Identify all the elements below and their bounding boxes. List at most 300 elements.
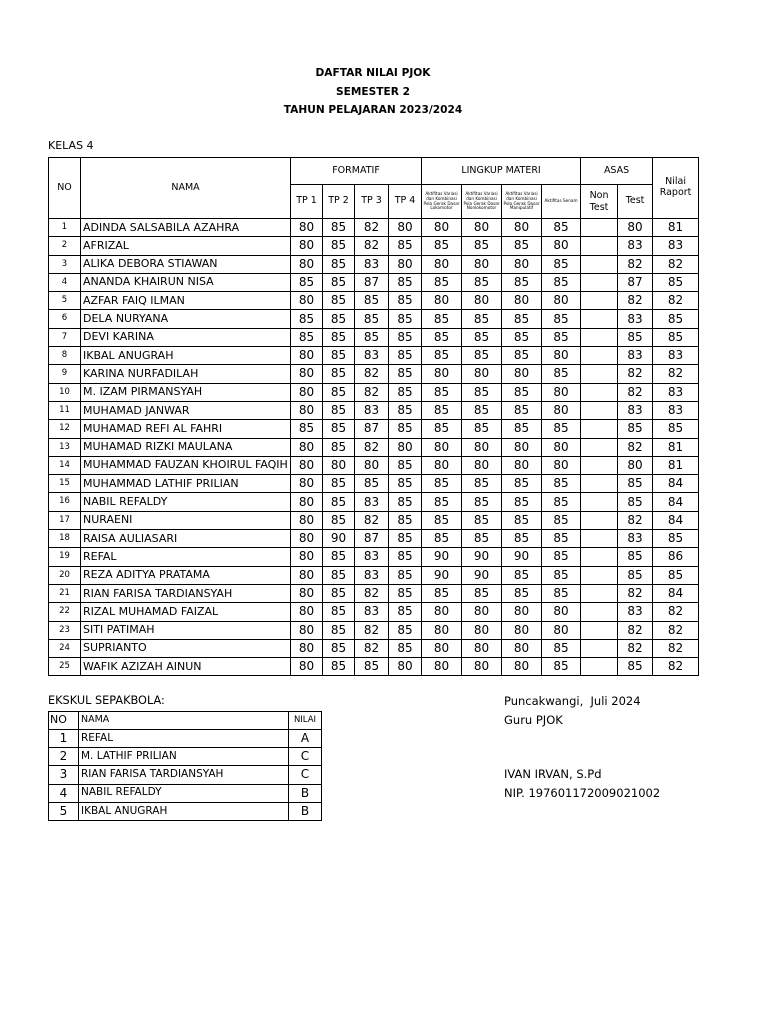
cell-non-test [581, 219, 618, 237]
cell-nama: MUHAMMAD LATHIF PRILIAN [81, 475, 291, 493]
cell-nama: M. IZAM PIRMANSYAH [81, 383, 291, 401]
cell-lingkup-4: 80 [542, 237, 581, 255]
cell-tp-3: 85 [355, 310, 389, 328]
cell-lingkup-2: 80 [462, 621, 502, 639]
cell-nilai-raport: 84 [653, 493, 699, 511]
cell-tp-1: 85 [291, 310, 323, 328]
cell-nilai-raport: 84 [653, 475, 699, 493]
header-lingkup-senam: Aktifitas Senam [544, 198, 578, 204]
cell-non-test [581, 493, 618, 511]
cell-tp-4: 80 [389, 438, 422, 456]
cell-tp-3: 82 [355, 237, 389, 255]
header-lingkup-manipulatif: Aktifitas Variasi dan Kombinasi Pola Gerak Dasar Manipulatif [503, 190, 540, 211]
signature-name: IVAN IRVAN, S.Pd [504, 767, 602, 781]
cell-non-test [581, 548, 618, 566]
cell-lingkup-4: 85 [542, 219, 581, 237]
semester-label: SEMESTER 2 [336, 85, 410, 98]
cell-no: 4 [49, 273, 81, 291]
ekskul-row [49, 784, 322, 802]
cell-non-test [581, 438, 618, 456]
cell-non-test [581, 383, 618, 401]
cell-tp-2: 85 [323, 603, 355, 621]
cell-tp-2: 85 [323, 328, 355, 346]
cell-tp-4: 80 [389, 219, 422, 237]
student-row [49, 401, 699, 419]
cell-tp-1: 80 [291, 219, 323, 237]
cell-no: 10 [49, 383, 81, 401]
header-lingkup-cell-1 [422, 185, 462, 219]
cell-lingkup-3: 85 [502, 310, 542, 328]
cell-non-test [581, 310, 618, 328]
student-row [49, 328, 699, 346]
cell-nama: ALIKA DEBORA STIAWAN [81, 255, 291, 273]
cell-nama: AZFAR FAIQ ILMAN [81, 292, 291, 310]
cell-lingkup-3: 80 [502, 603, 542, 621]
cell-test: 83 [618, 603, 653, 621]
cell-lingkup-1: 80 [422, 438, 462, 456]
cell-tp-1: 80 [291, 603, 323, 621]
cell-nilai-raport: 85 [653, 566, 699, 584]
student-row [49, 603, 699, 621]
ekskul-header-row [49, 712, 322, 730]
grades-table [48, 157, 699, 676]
cell-tp-2: 85 [323, 493, 355, 511]
cell-no: 20 [49, 566, 81, 584]
cell-lingkup-3: 80 [502, 639, 542, 657]
ekskul-row [49, 730, 322, 748]
cell-lingkup-1: 80 [422, 292, 462, 310]
cell-tp-2: 85 [323, 310, 355, 328]
cell-nama: NURAENI [81, 511, 291, 529]
cell-nama: ANANDA KHAIRUN NISA [81, 273, 291, 291]
cell-lingkup-3: 80 [502, 365, 542, 383]
cell-tp-2: 85 [323, 383, 355, 401]
cell-lingkup-1: 85 [422, 475, 462, 493]
ekskul-table-body [49, 730, 322, 821]
cell-nama: DEVI KARINA [81, 328, 291, 346]
ekskul-cell-no: 1 [49, 730, 79, 748]
cell-tp-3: 85 [355, 328, 389, 346]
ekskul-title: EKSKUL SEPAKBOLA: [48, 694, 165, 707]
cell-nama: NABIL REFALDY [81, 493, 291, 511]
cell-tp-1: 80 [291, 347, 323, 365]
cell-no: 9 [49, 365, 81, 383]
cell-tp-4: 85 [389, 530, 422, 548]
cell-nama: KARINA NURFADILAH [81, 365, 291, 383]
header-lingkup-cell-3 [502, 185, 542, 219]
ekskul-header-nama: NAMA [79, 712, 289, 730]
ekskul-header-no: NO [49, 712, 79, 730]
ekskul-row [49, 748, 322, 766]
cell-tp-3: 80 [355, 456, 389, 474]
header-nilai-raport: Nilai Raport [653, 158, 699, 219]
cell-lingkup-4: 85 [542, 273, 581, 291]
student-row [49, 365, 699, 383]
cell-tp-1: 80 [291, 456, 323, 474]
signature-nip: NIP. 197601172009021002 [504, 786, 661, 800]
cell-lingkup-3: 85 [502, 566, 542, 584]
cell-no: 1 [49, 219, 81, 237]
cell-tp-3: 82 [355, 438, 389, 456]
cell-nama: SUPRIANTO [81, 639, 291, 657]
cell-nama: WAFIK AZIZAH AINUN [81, 658, 291, 676]
cell-lingkup-2: 85 [462, 347, 502, 365]
cell-lingkup-2: 80 [462, 639, 502, 657]
cell-tp-1: 80 [291, 621, 323, 639]
cell-tp-4: 85 [389, 420, 422, 438]
cell-tp-3: 82 [355, 365, 389, 383]
cell-tp-3: 83 [355, 548, 389, 566]
cell-lingkup-4: 85 [542, 255, 581, 273]
cell-tp-4: 85 [389, 566, 422, 584]
header-tp-1: TP 1 [291, 185, 323, 219]
grades-table-body [49, 219, 699, 676]
cell-tp-3: 85 [355, 658, 389, 676]
cell-lingkup-1: 80 [422, 456, 462, 474]
cell-tp-2: 85 [323, 292, 355, 310]
cell-lingkup-3: 85 [502, 401, 542, 419]
cell-test: 87 [618, 273, 653, 291]
cell-lingkup-2: 80 [462, 292, 502, 310]
cell-tp-3: 83 [355, 347, 389, 365]
cell-no: 16 [49, 493, 81, 511]
cell-lingkup-1: 80 [422, 365, 462, 383]
student-row [49, 237, 699, 255]
cell-non-test [581, 401, 618, 419]
cell-lingkup-4: 85 [542, 328, 581, 346]
header-no: NO [49, 158, 81, 219]
cell-lingkup-3: 85 [502, 328, 542, 346]
signature-role: Guru PJOK [504, 713, 563, 727]
cell-non-test [581, 420, 618, 438]
cell-lingkup-1: 90 [422, 548, 462, 566]
cell-nilai-raport: 85 [653, 420, 699, 438]
cell-no: 19 [49, 548, 81, 566]
cell-tp-2: 85 [323, 639, 355, 657]
cell-test: 85 [618, 475, 653, 493]
cell-tp-3: 82 [355, 639, 389, 657]
student-row [49, 511, 699, 529]
cell-lingkup-4: 80 [542, 292, 581, 310]
cell-lingkup-4: 85 [542, 566, 581, 584]
cell-tp-1: 80 [291, 658, 323, 676]
cell-tp-2: 85 [323, 347, 355, 365]
cell-lingkup-2: 80 [462, 438, 502, 456]
cell-lingkup-4: 85 [542, 310, 581, 328]
cell-tp-2: 80 [323, 456, 355, 474]
cell-tp-4: 85 [389, 328, 422, 346]
cell-nama: MUHAMAD REFI AL FAHRI [81, 420, 291, 438]
cell-lingkup-3: 80 [502, 255, 542, 273]
ekskul-cell-nama: IKBAL ANUGRAH [79, 802, 289, 820]
cell-lingkup-2: 85 [462, 328, 502, 346]
student-row [49, 475, 699, 493]
cell-tp-2: 85 [323, 511, 355, 529]
cell-tp-2: 85 [323, 401, 355, 419]
ekskul-cell-nilai: B [289, 802, 322, 820]
cell-tp-3: 82 [355, 621, 389, 639]
cell-tp-3: 87 [355, 420, 389, 438]
student-row [49, 273, 699, 291]
cell-lingkup-4: 85 [542, 511, 581, 529]
cell-lingkup-1: 85 [422, 310, 462, 328]
cell-tp-4: 85 [389, 310, 422, 328]
cell-lingkup-2: 85 [462, 584, 502, 602]
cell-tp-4: 85 [389, 584, 422, 602]
cell-tp-3: 87 [355, 530, 389, 548]
cell-non-test [581, 365, 618, 383]
cell-nama: RIAN FARISA TARDIANSYAH [81, 584, 291, 602]
student-row [49, 530, 699, 548]
cell-nilai-raport: 84 [653, 511, 699, 529]
cell-lingkup-1: 85 [422, 493, 462, 511]
cell-no: 8 [49, 347, 81, 365]
cell-nilai-raport: 83 [653, 237, 699, 255]
ekskul-table-header [49, 712, 322, 730]
cell-lingkup-2: 85 [462, 273, 502, 291]
cell-tp-4: 85 [389, 365, 422, 383]
cell-non-test [581, 566, 618, 584]
cell-lingkup-1: 80 [422, 603, 462, 621]
cell-nama: IKBAL ANUGRAH [81, 347, 291, 365]
cell-tp-4: 85 [389, 401, 422, 419]
student-row [49, 310, 699, 328]
cell-test: 83 [618, 401, 653, 419]
student-row [49, 438, 699, 456]
header-lingkup-lokomotor: Aktifitas Variasi dan Kombinasi Pola Gerak Dasar Lokomotor [423, 190, 460, 211]
cell-non-test [581, 658, 618, 676]
cell-lingkup-2: 85 [462, 493, 502, 511]
cell-tp-4: 80 [389, 255, 422, 273]
cell-tp-3: 83 [355, 401, 389, 419]
student-row [49, 255, 699, 273]
cell-lingkup-3: 80 [502, 292, 542, 310]
cell-lingkup-1: 90 [422, 566, 462, 584]
cell-test: 85 [618, 328, 653, 346]
cell-lingkup-1: 80 [422, 621, 462, 639]
cell-lingkup-2: 85 [462, 401, 502, 419]
student-row [49, 456, 699, 474]
cell-tp-2: 85 [323, 621, 355, 639]
ekskul-cell-no: 5 [49, 802, 79, 820]
cell-no: 23 [49, 621, 81, 639]
grades-table-header [49, 158, 699, 219]
cell-test: 82 [618, 383, 653, 401]
cell-test: 80 [618, 456, 653, 474]
cell-lingkup-4: 85 [542, 658, 581, 676]
student-row [49, 219, 699, 237]
cell-test: 82 [618, 511, 653, 529]
cell-lingkup-2: 80 [462, 219, 502, 237]
cell-lingkup-1: 80 [422, 639, 462, 657]
header-tp-2: TP 2 [323, 185, 355, 219]
ekskul-table [48, 711, 322, 821]
cell-lingkup-4: 85 [542, 639, 581, 657]
cell-tp-1: 80 [291, 383, 323, 401]
cell-nama: SITI PATIMAH [81, 621, 291, 639]
cell-lingkup-1: 85 [422, 584, 462, 602]
cell-nama: RIZAL MUHAMAD FAIZAL [81, 603, 291, 621]
cell-tp-1: 80 [291, 639, 323, 657]
cell-tp-4: 85 [389, 237, 422, 255]
cell-lingkup-2: 80 [462, 255, 502, 273]
cell-tp-3: 82 [355, 584, 389, 602]
cell-lingkup-2: 85 [462, 310, 502, 328]
cell-tp-1: 80 [291, 475, 323, 493]
cell-nilai-raport: 81 [653, 456, 699, 474]
cell-test: 82 [618, 365, 653, 383]
cell-nilai-raport: 83 [653, 401, 699, 419]
header-non-test: Non Test [581, 185, 618, 219]
cell-lingkup-4: 85 [542, 493, 581, 511]
cell-tp-1: 80 [291, 584, 323, 602]
cell-tp-1: 80 [291, 438, 323, 456]
cell-lingkup-1: 80 [422, 255, 462, 273]
cell-tp-2: 85 [323, 273, 355, 291]
cell-tp-2: 85 [323, 658, 355, 676]
student-row [49, 548, 699, 566]
cell-lingkup-2: 80 [462, 456, 502, 474]
cell-non-test [581, 621, 618, 639]
header-row-groups [49, 158, 699, 185]
cell-lingkup-3: 80 [502, 621, 542, 639]
cell-lingkup-1: 80 [422, 658, 462, 676]
cell-lingkup-3: 85 [502, 584, 542, 602]
cell-nilai-raport: 82 [653, 255, 699, 273]
ekskul-cell-no: 2 [49, 748, 79, 766]
cell-tp-3: 83 [355, 255, 389, 273]
cell-lingkup-1: 85 [422, 347, 462, 365]
cell-tp-2: 85 [323, 219, 355, 237]
cell-tp-1: 80 [291, 292, 323, 310]
cell-nilai-raport: 85 [653, 328, 699, 346]
cell-tp-2: 85 [323, 548, 355, 566]
cell-tp-3: 82 [355, 511, 389, 529]
ekskul-cell-nilai: C [289, 766, 322, 784]
cell-non-test [581, 255, 618, 273]
cell-lingkup-4: 85 [542, 475, 581, 493]
cell-no: 25 [49, 658, 81, 676]
header-nama: NAMA [81, 158, 291, 219]
header-asas: ASAS [581, 158, 653, 185]
cell-tp-2: 85 [323, 237, 355, 255]
cell-non-test [581, 511, 618, 529]
cell-tp-2: 85 [323, 475, 355, 493]
cell-lingkup-3: 85 [502, 237, 542, 255]
cell-test: 82 [618, 255, 653, 273]
cell-nilai-raport: 82 [653, 639, 699, 657]
cell-lingkup-3: 85 [502, 420, 542, 438]
cell-lingkup-3: 85 [502, 273, 542, 291]
cell-nilai-raport: 82 [653, 621, 699, 639]
ekskul-cell-nilai: B [289, 784, 322, 802]
student-row [49, 493, 699, 511]
cell-tp-1: 85 [291, 273, 323, 291]
cell-lingkup-1: 85 [422, 401, 462, 419]
cell-tp-3: 83 [355, 566, 389, 584]
cell-tp-2: 85 [323, 420, 355, 438]
cell-tp-3: 83 [355, 493, 389, 511]
student-row [49, 566, 699, 584]
cell-lingkup-1: 85 [422, 530, 462, 548]
cell-nilai-raport: 86 [653, 548, 699, 566]
cell-no: 17 [49, 511, 81, 529]
cell-tp-3: 82 [355, 219, 389, 237]
ekskul-row [49, 766, 322, 784]
cell-lingkup-4: 85 [542, 365, 581, 383]
cell-tp-4: 85 [389, 603, 422, 621]
cell-lingkup-1: 85 [422, 420, 462, 438]
cell-lingkup-4: 80 [542, 621, 581, 639]
cell-lingkup-4: 85 [542, 584, 581, 602]
cell-lingkup-3: 80 [502, 456, 542, 474]
cell-lingkup-1: 80 [422, 219, 462, 237]
cell-no: 21 [49, 584, 81, 602]
cell-nilai-raport: 85 [653, 310, 699, 328]
cell-tp-1: 80 [291, 566, 323, 584]
cell-nilai-raport: 82 [653, 365, 699, 383]
ekskul-cell-no: 4 [49, 784, 79, 802]
header-formatif: FORMATIF [291, 158, 422, 185]
ekskul-cell-no: 3 [49, 766, 79, 784]
cell-tp-4: 80 [389, 658, 422, 676]
cell-test: 82 [618, 639, 653, 657]
cell-tp-3: 85 [355, 475, 389, 493]
cell-test: 82 [618, 292, 653, 310]
cell-no: 12 [49, 420, 81, 438]
cell-no: 6 [49, 310, 81, 328]
cell-tp-1: 80 [291, 401, 323, 419]
header-tp-3: TP 3 [355, 185, 389, 219]
cell-non-test [581, 273, 618, 291]
cell-tp-4: 85 [389, 273, 422, 291]
header-lingkup-cell-2 [462, 185, 502, 219]
cell-lingkup-3: 85 [502, 511, 542, 529]
cell-lingkup-1: 85 [422, 273, 462, 291]
cell-no: 3 [49, 255, 81, 273]
cell-lingkup-3: 85 [502, 475, 542, 493]
cell-non-test [581, 530, 618, 548]
cell-nama: DELA NURYANA [81, 310, 291, 328]
cell-tp-4: 85 [389, 639, 422, 657]
cell-lingkup-2: 90 [462, 548, 502, 566]
cell-lingkup-1: 85 [422, 383, 462, 401]
cell-lingkup-1: 85 [422, 237, 462, 255]
cell-non-test [581, 347, 618, 365]
cell-lingkup-4: 85 [542, 530, 581, 548]
cell-tp-1: 80 [291, 548, 323, 566]
cell-lingkup-2: 80 [462, 365, 502, 383]
cell-nilai-raport: 85 [653, 273, 699, 291]
cell-lingkup-3: 90 [502, 548, 542, 566]
cell-lingkup-3: 80 [502, 658, 542, 676]
cell-no: 18 [49, 530, 81, 548]
student-row [49, 621, 699, 639]
cell-nilai-raport: 82 [653, 658, 699, 676]
cell-nama: REFAL [81, 548, 291, 566]
cell-tp-1: 80 [291, 511, 323, 529]
cell-lingkup-3: 85 [502, 493, 542, 511]
cell-nama: MUHAMAD JANWAR [81, 401, 291, 419]
cell-lingkup-2: 85 [462, 420, 502, 438]
cell-lingkup-2: 80 [462, 658, 502, 676]
cell-test: 83 [618, 310, 653, 328]
cell-test: 83 [618, 530, 653, 548]
cell-non-test [581, 237, 618, 255]
academic-year-label: TAHUN PELAJARAN 2023/2024 [283, 104, 463, 116]
ekskul-cell-nilai: A [289, 730, 322, 748]
document-title: DAFTAR NILAI PJOK [315, 67, 431, 79]
